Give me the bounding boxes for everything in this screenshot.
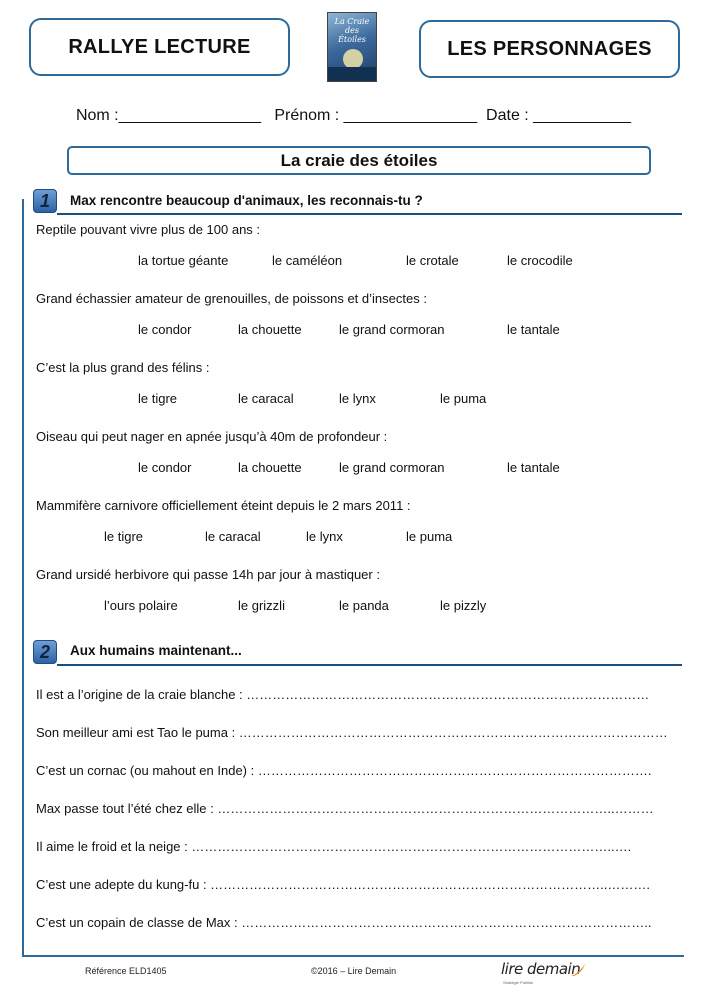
question-6-prompt: Grand ursidé herbivore qui passe 14h par jour à mastiquer :: [36, 567, 380, 582]
footer-copyright: ©2016 – Lire Demain: [311, 966, 397, 976]
character-fill-line[interactable]: Max passe tout l’été chez elle : ………………………………………………………………………………..………: [36, 801, 654, 816]
book-cover-title: La Craie des Étoiles: [334, 17, 370, 44]
question-5-prompt: Mammifère carnivore officiellement éteint depuis le 2 mars 2011 :: [36, 498, 411, 513]
rallye-lecture-box: [29, 18, 290, 76]
book-title-box: [67, 146, 651, 175]
question-1-option[interactable]: le crocodile: [507, 253, 573, 268]
brand-subtitle: Stratégie Publish: [503, 980, 534, 985]
personnages-box: [419, 20, 680, 78]
question-5-option[interactable]: le tigre: [104, 529, 144, 544]
section-2-title: Aux humains maintenant...: [70, 643, 242, 658]
brand-swoosh-icon: [570, 963, 586, 977]
question-2-option[interactable]: le grand cormoran: [339, 322, 445, 337]
question-1-option[interactable]: le crotale: [406, 253, 459, 268]
character-fill-line[interactable]: C’est un cornac (ou mahout en Inde) : ……………………………………………………………………………….: [36, 763, 652, 778]
question-1-option[interactable]: le caméléon: [272, 253, 343, 268]
character-fill-line[interactable]: Il aime le froid et la neige : ……………………………………………………………………………………..….: [36, 839, 632, 854]
rallye-lecture-title: RALLYE LECTURE: [68, 35, 251, 58]
bottom-rule: [22, 955, 684, 957]
question-2-option[interactable]: le condor: [138, 322, 192, 337]
question-3-option[interactable]: le puma: [440, 391, 487, 406]
question-4-option[interactable]: la chouette: [238, 460, 302, 475]
left-margin-rule: [22, 199, 24, 955]
personnages-title: LES PERSONNAGES: [447, 37, 652, 60]
question-2-option[interactable]: la chouette: [238, 322, 302, 337]
section-1-rule: [57, 213, 682, 215]
question-3-option[interactable]: le lynx: [339, 391, 376, 406]
question-1-prompt: Reptile pouvant vivre plus de 100 ans :: [36, 222, 261, 237]
section-2-rule: [57, 664, 682, 666]
question-6-option[interactable]: le panda: [339, 598, 389, 613]
character-fill-line[interactable]: Il est a l’origine de la craie blanche : …………………………………………………………………………………: [36, 687, 650, 702]
cover-moon-decoration: [343, 49, 363, 69]
question-4-option[interactable]: le grand cormoran: [339, 460, 445, 475]
question-5-option[interactable]: le lynx: [306, 529, 343, 544]
section-1-number: 1: [33, 189, 57, 213]
book-cover-image: [327, 12, 377, 82]
character-fill-line[interactable]: Son meilleur ami est Tao le puma : ………………………………………………………………………………………: [36, 725, 668, 740]
question-1-option[interactable]: la tortue géante: [138, 253, 229, 268]
question-4-option[interactable]: le condor: [138, 460, 192, 475]
question-2-prompt: Grand échassier amateur de grenouilles, de poissons et d’insectes :: [36, 291, 427, 306]
character-fill-line[interactable]: C’est un copain de classe de Max : …………………………………………………………………………………..: [36, 915, 652, 930]
section-2-number: 2: [33, 640, 57, 664]
cover-ground-decoration: [328, 67, 376, 81]
student-id-line[interactable]: Nom :________________ Prénom : _______________ Date : ___________: [75, 107, 632, 124]
question-3-option[interactable]: le tigre: [138, 391, 178, 406]
character-fill-line[interactable]: C’est une adepte du kung-fu : ………………………………………………………………………………..……….: [36, 877, 651, 892]
question-4-prompt: Oiseau qui peut nager en apnée jusqu’à 40m de profondeur :: [36, 429, 388, 444]
book-title: La craie des étoiles: [280, 150, 438, 170]
brand-logo-text: lire demain: [501, 960, 581, 978]
section-1-title: Max rencontre beaucoup d'animaux, les reconnais-tu ?: [70, 193, 423, 208]
question-6-option[interactable]: le grizzli: [238, 598, 285, 613]
footer-reference: Référence ELD1405: [85, 966, 167, 976]
question-4-option[interactable]: le tantale: [507, 460, 560, 475]
question-5-option[interactable]: le caracal: [205, 529, 261, 544]
question-2-option[interactable]: le tantale: [507, 322, 560, 337]
question-6-option[interactable]: l’ours polaire: [104, 598, 178, 613]
question-3-prompt: C’est la plus grand des félins :: [36, 360, 210, 375]
question-3-option[interactable]: le caracal: [238, 391, 294, 406]
question-6-option[interactable]: le pizzly: [440, 598, 487, 613]
question-5-option[interactable]: le puma: [406, 529, 453, 544]
